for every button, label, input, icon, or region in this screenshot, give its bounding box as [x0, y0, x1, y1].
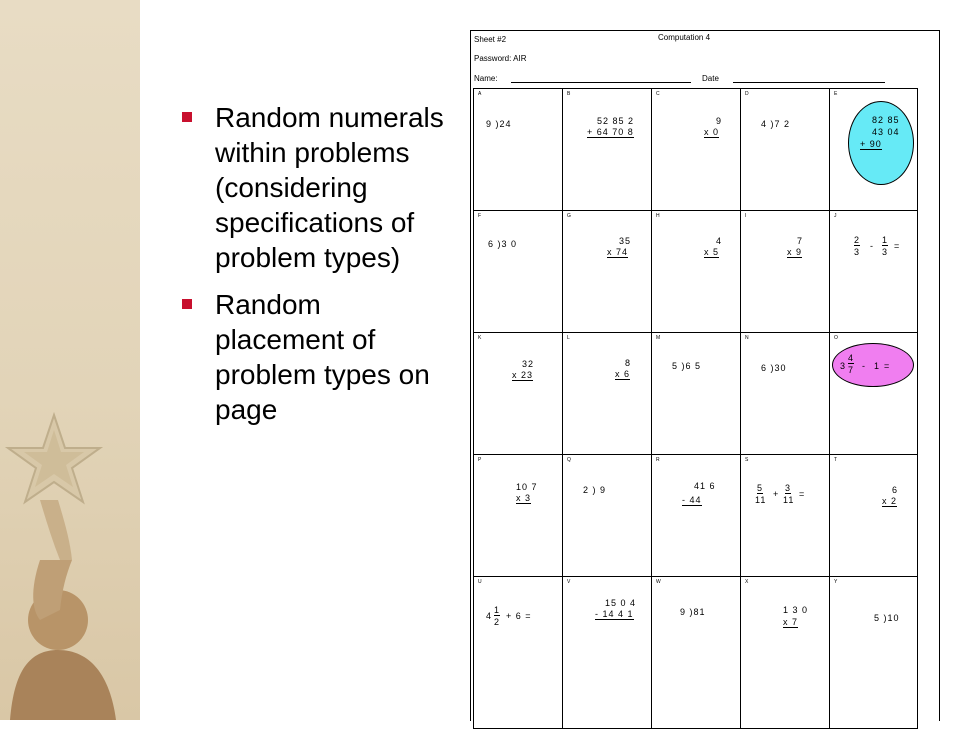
cell-label: P: [478, 457, 482, 463]
cell-label: R: [656, 457, 660, 463]
square-bullet-icon: [182, 112, 192, 122]
problem-text: 35: [619, 236, 632, 246]
problem-cell-b: [563, 89, 652, 211]
cell-label: Q: [567, 457, 571, 463]
cell-label: Y: [834, 579, 838, 585]
equals-sign: =: [799, 489, 806, 499]
fraction-numerator: 1: [882, 235, 889, 245]
problem-cell-y: [830, 577, 918, 729]
cell-label: W: [656, 579, 661, 585]
problem-cell-u: [474, 577, 563, 729]
fraction-denominator: 7: [848, 365, 855, 375]
problem-text: 8: [625, 358, 632, 368]
cell-label: F: [478, 213, 482, 219]
problem-text: x 0: [704, 127, 720, 137]
problem-text: 9 )24: [486, 119, 512, 129]
operator: -: [862, 361, 866, 371]
problem-text: 6 )3 0: [488, 239, 518, 249]
problem-cell-i: [741, 211, 830, 333]
cell-label: K: [478, 335, 482, 341]
bullet-list: [180, 100, 450, 439]
problem-text: 7: [797, 236, 804, 246]
problem-text: 9 )81: [680, 607, 706, 617]
star-icon: [4, 410, 104, 510]
problem-text: 43 04: [872, 127, 900, 137]
cell-label: S: [745, 457, 749, 463]
problem-cell-a: [474, 89, 563, 211]
cell-label: I: [745, 213, 747, 219]
problem-text: x 6: [615, 369, 631, 379]
square-bullet-icon: [182, 299, 192, 309]
problem-text: 4: [716, 236, 723, 246]
fraction-numerator: 5: [757, 483, 764, 493]
problem-cell-l: [563, 333, 652, 455]
problem-text: 6: [892, 485, 899, 495]
bullet-text: Random placement of problem types on page: [215, 289, 430, 425]
cell-label: E: [834, 91, 838, 97]
problem-cell-t: [830, 455, 918, 577]
worksheet: [470, 30, 940, 721]
fraction-numerator: 1: [494, 605, 501, 615]
problem-text: 41 6: [694, 481, 716, 491]
cell-label: N: [745, 335, 749, 341]
cell-label: D: [745, 91, 749, 97]
problem-cell-p: [474, 455, 563, 577]
reaching-child-image: [0, 500, 140, 720]
problem-text: x 3: [516, 493, 532, 503]
fraction-denominator: 2: [494, 617, 501, 627]
decorative-sidebar: [0, 0, 140, 720]
sheet-number: Sheet #2: [474, 35, 507, 44]
problem-cell-r: [652, 455, 741, 577]
problem-text: 82 85: [872, 115, 900, 125]
fraction-numerator: 4: [848, 353, 855, 363]
fraction-denominator: 11: [755, 495, 767, 505]
whole-number: 3: [840, 361, 847, 371]
problem-text: - 44: [682, 495, 702, 505]
name-label: Name:: [474, 74, 498, 83]
date-label: Date: [702, 74, 719, 83]
problem-text: x 23: [512, 370, 534, 380]
problem-text: 4 )7 2: [761, 119, 791, 129]
cell-label: G: [567, 213, 571, 219]
operator: +: [773, 489, 780, 499]
problem-text: 1 3 0: [783, 605, 809, 615]
cell-label: H: [656, 213, 660, 219]
problem-cell-n: [741, 333, 830, 455]
problem-text: 52 85 2: [597, 116, 635, 126]
fraction-numerator: 3: [785, 483, 792, 493]
problem-cell-c: [652, 89, 741, 211]
problem-cell-k: [474, 333, 563, 455]
problem-cell-m: [652, 333, 741, 455]
equals-sign: =: [894, 241, 901, 251]
problem-text: 9: [716, 116, 723, 126]
cell-label: B: [567, 91, 571, 97]
cell-label: A: [478, 91, 482, 97]
problem-cell-d: [741, 89, 830, 211]
cell-label: C: [656, 91, 660, 97]
problem-text: + 90: [860, 139, 882, 149]
problem-cell-g: [563, 211, 652, 333]
problem-cell-s: [741, 455, 830, 577]
problem-cell-e: [830, 89, 918, 211]
date-line: [733, 82, 885, 83]
problem-text: 1: [874, 361, 881, 371]
bullet-text: Random numerals within problems (considering specifications of problem types): [215, 102, 444, 273]
cell-label: O: [834, 335, 838, 341]
problem-cell-x: [741, 577, 830, 729]
problem-text: 10 7: [516, 482, 538, 492]
password-label: Password: AIR: [474, 54, 527, 63]
name-line: [511, 82, 691, 83]
problem-text: 5 )6 5: [672, 361, 702, 371]
problem-text: - 14 4 1: [595, 609, 634, 619]
problem-text: x 2: [882, 496, 898, 506]
problem-text: x 9: [787, 247, 803, 257]
problem-cell-h: [652, 211, 741, 333]
problem-text: x 5: [704, 247, 720, 257]
cell-label: M: [656, 335, 661, 341]
problem-cell-f: [474, 211, 563, 333]
operator: -: [870, 241, 874, 251]
fraction-denominator: 3: [882, 247, 889, 257]
cell-label: J: [834, 213, 837, 219]
cell-label: X: [745, 579, 749, 585]
cell-label: U: [478, 579, 482, 585]
bullet-item: [180, 100, 450, 275]
fraction-numerator: 2: [854, 235, 861, 245]
problem-cell-v: [563, 577, 652, 729]
problem-text: + 64 70 8: [587, 127, 634, 137]
whole-number: 4: [486, 611, 493, 621]
problem-text: x 7: [783, 617, 799, 627]
cell-label: V: [567, 579, 571, 585]
cell-label: L: [567, 335, 570, 341]
problem-cell-j: [830, 211, 918, 333]
cell-label: T: [834, 457, 838, 463]
problem-cell-o: [830, 333, 918, 455]
problem-text: x 74: [607, 247, 629, 257]
problem-text: 6 )30: [761, 363, 787, 373]
problem-grid: [473, 88, 918, 729]
equals-sign: =: [884, 361, 891, 371]
fraction-denominator: 11: [783, 495, 795, 505]
fraction-denominator: 3: [854, 247, 861, 257]
problem-text: 15 0 4: [605, 598, 637, 608]
bullet-item: [180, 287, 450, 427]
problem-text: + 6 =: [506, 611, 532, 621]
sheet-title: Computation 4: [658, 33, 711, 42]
problem-text: 5 )10: [874, 613, 900, 623]
problem-cell-w: [652, 577, 741, 729]
problem-cell-q: [563, 455, 652, 577]
problem-text: 2 ) 9: [583, 485, 607, 495]
problem-text: 32: [522, 359, 535, 369]
